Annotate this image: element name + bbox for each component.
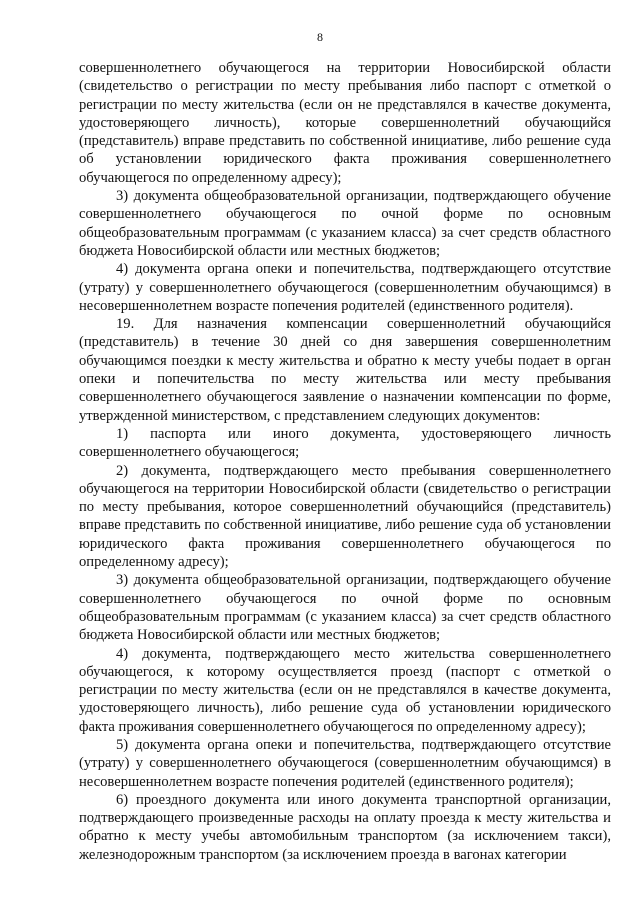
page-number: 8 <box>317 30 323 44</box>
paragraph: 1) паспорта или иного документа, удостоверяющего личность совершеннолетнего обучающегося; <box>79 425 611 461</box>
paragraph: совершеннолетнего обучающегося на территории Новосибирской области (свидетельство о регистрации по месту пребывания либо паспорт с отметкой о регистрации по месту жительства (если он не представлялся в качестве документа, удостоверяющего личность), которые совершеннолетний обучающийся (представитель) вправе представить по собственной инициативе, либо решение суда об установлении юридического факта проживания совершеннолетнего обучающегося по определенному адресу); <box>79 60 611 186</box>
paragraph: 3) документа общеобразовательной организации, подтверждающего обучение совершеннолетнего обучающегося по очной форме по основным общеобразовательным программам (с указанием класса) за счет средств областного бюджета Новосибирской области или местных бюджетов; <box>79 572 611 644</box>
paragraph: 6) проездного документа или иного документа транспортной организации, подтверждающего произведенные расходы на оплату проезда к месту жительства и обратно к месту учебы автомобильным транспортом (за исключением такси), железнодорожным транспортом (за исключением проезда в вагонах категории <box>79 791 611 863</box>
paragraph: 4) документа, подтверждающего место жительства совершеннолетнего обучающегося, к которому осуществляется проезд (паспорт с отметкой о регистрации по месту жительства (если он не представлялся в качестве документа, удостоверяющего личность), либо решение суда об установлении юридического факта проживания совершеннолетнего обучающегося по определенному адресу); <box>79 645 611 735</box>
paragraph: 3) документа общеобразовательной организации, подтверждающего обучение совершеннолетнего обучающегося по очной форме по основным общеобразовательным программам (с указанием класса) за счет средств областного бюджета Новосибирской области или местных бюджетов; <box>79 188 611 259</box>
paragraph: 5) документа органа опеки и попечительства, подтверждающего отсутствие (утрату) у совершеннолетнего обучающегося (совершеннолетним обучающимся) в несовершеннолетнем возрасте попечения родителей (единственного родителя); <box>79 736 611 790</box>
paragraph: 4) документа органа опеки и попечительства, подтверждающего отсутствие (утрату) у совершеннолетнего обучающегося (совершеннолетним обучающимся) в несовершеннолетнем возрасте попечения родителей (единственного родителя). <box>79 261 611 314</box>
document-body <box>79 59 611 864</box>
paragraph: 2) документа, подтверждающего место пребывания совершеннолетнего обучающегося на территории Новосибирской области (свидетельство о регистрации по месту пребывания, которое совершеннолетний обучающийся (представитель) вправе представить по собственной инициативе, либо решение суда об установлении юридического факта проживания совершеннолетнего обучающегося по определенному адресу); <box>79 462 611 571</box>
paragraph: 19. Для назначения компенсации совершеннолетний обучающийся (представитель) в течение 30 дней со дня завершения совершеннолетним обучающимся поездки к месту жительства и обратно к месту учебы подает в орган опеки и попечительства по месту жительства или месту пребывания совершеннолетнего обучающегося заявление о назначении компенсации по форме, утвержденной министерством, с представлением следующих документов: <box>79 316 611 424</box>
